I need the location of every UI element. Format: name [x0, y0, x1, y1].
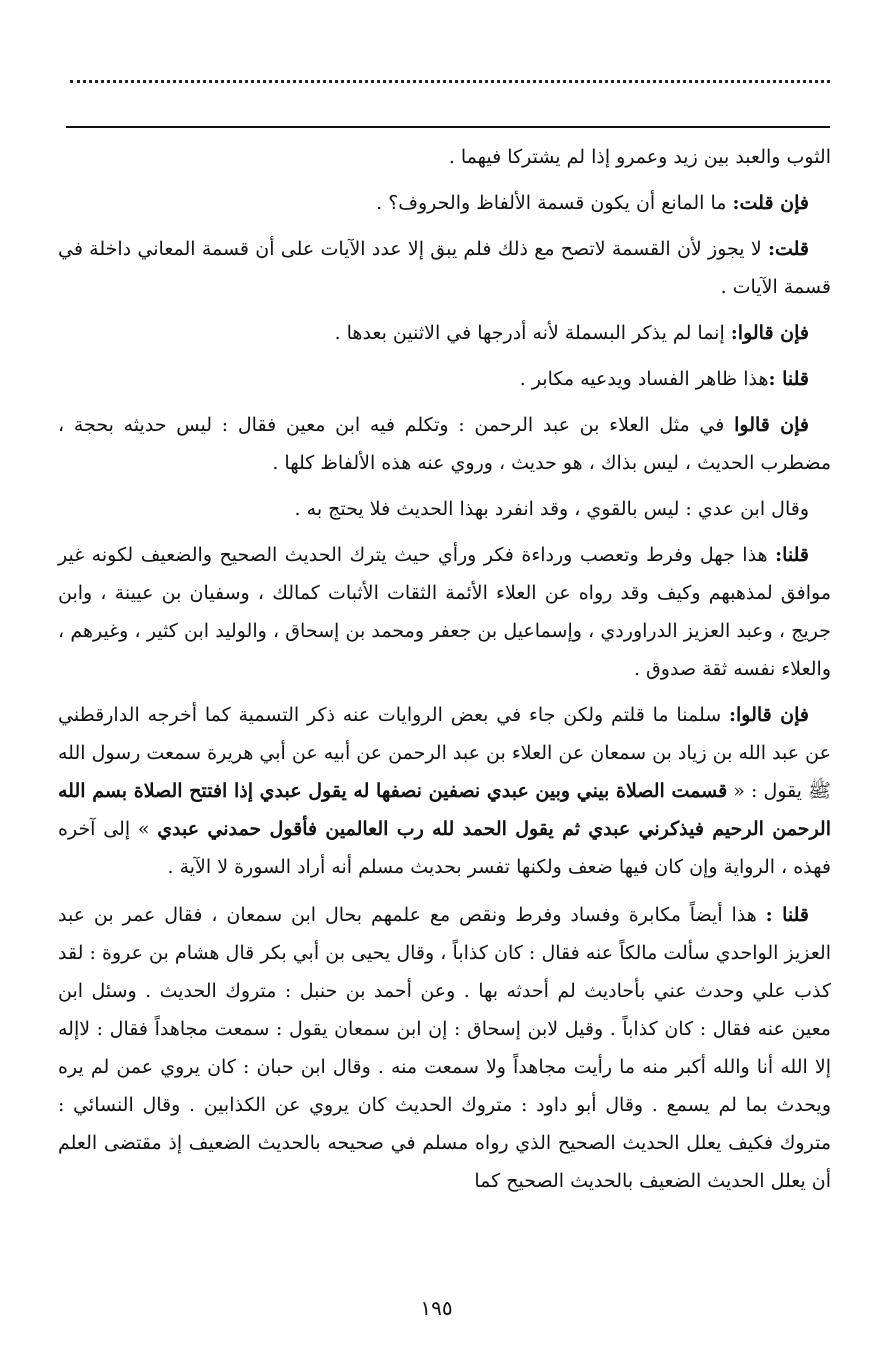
paragraph-lead: فإن قالوا: — [730, 322, 809, 344]
paragraph — [58, 490, 831, 528]
paragraph-text: في مثل العلاء بن عبد الرحمن : وتكلم فيه ابن معين فقال : ليس حديثه بحجة ، مضطرب الحديث ، ليس بذاك ، هو حديث ، وروي عنه هذه الألفاظ كلها . — [58, 414, 831, 474]
paragraph-text: إنما لم يذكر البسملة لأنه أدرجها في الاثنين بعدها . — [334, 322, 731, 344]
paragraph — [58, 230, 831, 306]
paragraph — [58, 406, 831, 482]
paragraph — [58, 536, 831, 688]
paragraph — [58, 184, 831, 222]
paragraph-lead: قلت: — [767, 238, 809, 260]
paragraph-text: لا يجوز لأن القسمة لاتصح مع ذلك فلم يبق إلا عدد الآيات على أن قسمة المعاني داخلة في قسمة الآيات . — [58, 238, 831, 298]
page-number: ١٩٥ — [420, 1296, 453, 1320]
hadith-quote: قسمت الصلاة بيني وبين عبدي نصفين نصفها له يقول عبدي إذا افتتح الصلاة بسم الله الرحمن الرحيم فيذكرني عبدي ثم يقول الحمد لله رب العالمين فأقول حمدني عبدي — [58, 780, 831, 840]
paragraph-text: الثوب والعبد بين زيد وعمرو إذا لم يشتركا فيهما . — [448, 146, 831, 168]
paragraph-lead: فإن قالوا — [734, 414, 809, 436]
paragraph-text: هذا ظاهر الفساد ويدعيه مكابر . — [519, 368, 769, 390]
paragraph-lead: قلنا: — [775, 544, 809, 566]
page-body — [58, 138, 831, 1208]
paragraph-lead: فإن قالوا: — [729, 704, 810, 726]
paragraph-text: سلمنا ما قلتم ولكن جاء في بعض الروايات عنه ذكر التسمية كما أخرجه الدارقطني عن عبد الله بن زياد بن سمعان عن العلاء بن عبد الرحمن عن أبيه عن أبي هريرة سمعت رسول الله ﷺ يقول : « — [58, 704, 832, 802]
header-rule — [66, 126, 830, 128]
paragraph — [58, 314, 831, 352]
paragraph — [58, 696, 831, 886]
paragraph — [58, 896, 831, 1200]
paragraph-lead: فإن قلت: — [732, 192, 809, 214]
paragraph-text: » إلى آخره فهذه ، الرواية وإن كان فيها ضعف ولكنها تفسر بحديث مسلم أنه أراد السورة لا الآية . — [58, 818, 831, 878]
paragraph-text: هذا أيضاً مكابرة وفساد وفرط ونقص مع علمهم بحال ابن سمعان ، فقال عمر بن عبد العزيز الواحدي سألت مالكاً عنه فقال : كان كذاباً ، وقال يحيى بن أبي بكر قال هشام بن عروة : لقد كذب علي وحدث عني بأحاديث لم أحدثه بها . وعن أحمد بن حنبل : متروك الحديث . وسئل ابن معين عنه فقال : كان كذاباً . وقيل لابن إسحاق : إن ابن سمعان يقول : سمعت مجاهداً فقال : لاإله إلا الله أنا والله أكبر منه ما رأيت مجاهداً ولا سمعت منه . وقال ابن حبان : كان يروي عمن لم يره ويحدث بما لم يسمع . وقال أبو داود : متروك الحديث كان يروي عن الكذابين . وقال النسائي : متروك فكيف يعلل الحديث الصحيح الذي رواه مسلم في صحيحه بالحديث الضعيف إذ مقتضى العلم أن يعلل الحديث الضعيف بالحديث الصحيح كما — [58, 904, 831, 1192]
paragraph-text: هذا جهل وفرط وتعصب ورداءة فكر ورأي حيث يترك الحديث الصحيح والضعيف لكونه غير موافق لمذهبهم وكيف وقد رواه عن العلاء الأئمة الثقات الأثبات كمالك ، وسفيان بن عيينة ، وابن جريج ، وعبد العزيز الدراوردي ، وإسماعيل بن جعفر ومحمد بن إسحاق ، والوليد ابن كثير ، وغيرهم ، والعلاء نفسه ثقة صدوق . — [58, 544, 831, 680]
paragraph-lead: قلنا : — [768, 368, 809, 390]
paragraph-lead: قلنا : — [765, 904, 809, 926]
header-dotted-line — [70, 80, 830, 95]
paragraph-text: ما المانع أن يكون قسمة الألفاظ والحروف؟ . — [376, 192, 733, 214]
paragraph — [58, 360, 831, 398]
paragraph-text: وقال ابن عدي : ليس بالقوي ، وقد انفرد بهذا الحديث فلا يحتج به . — [294, 498, 809, 520]
paragraph — [58, 138, 831, 176]
